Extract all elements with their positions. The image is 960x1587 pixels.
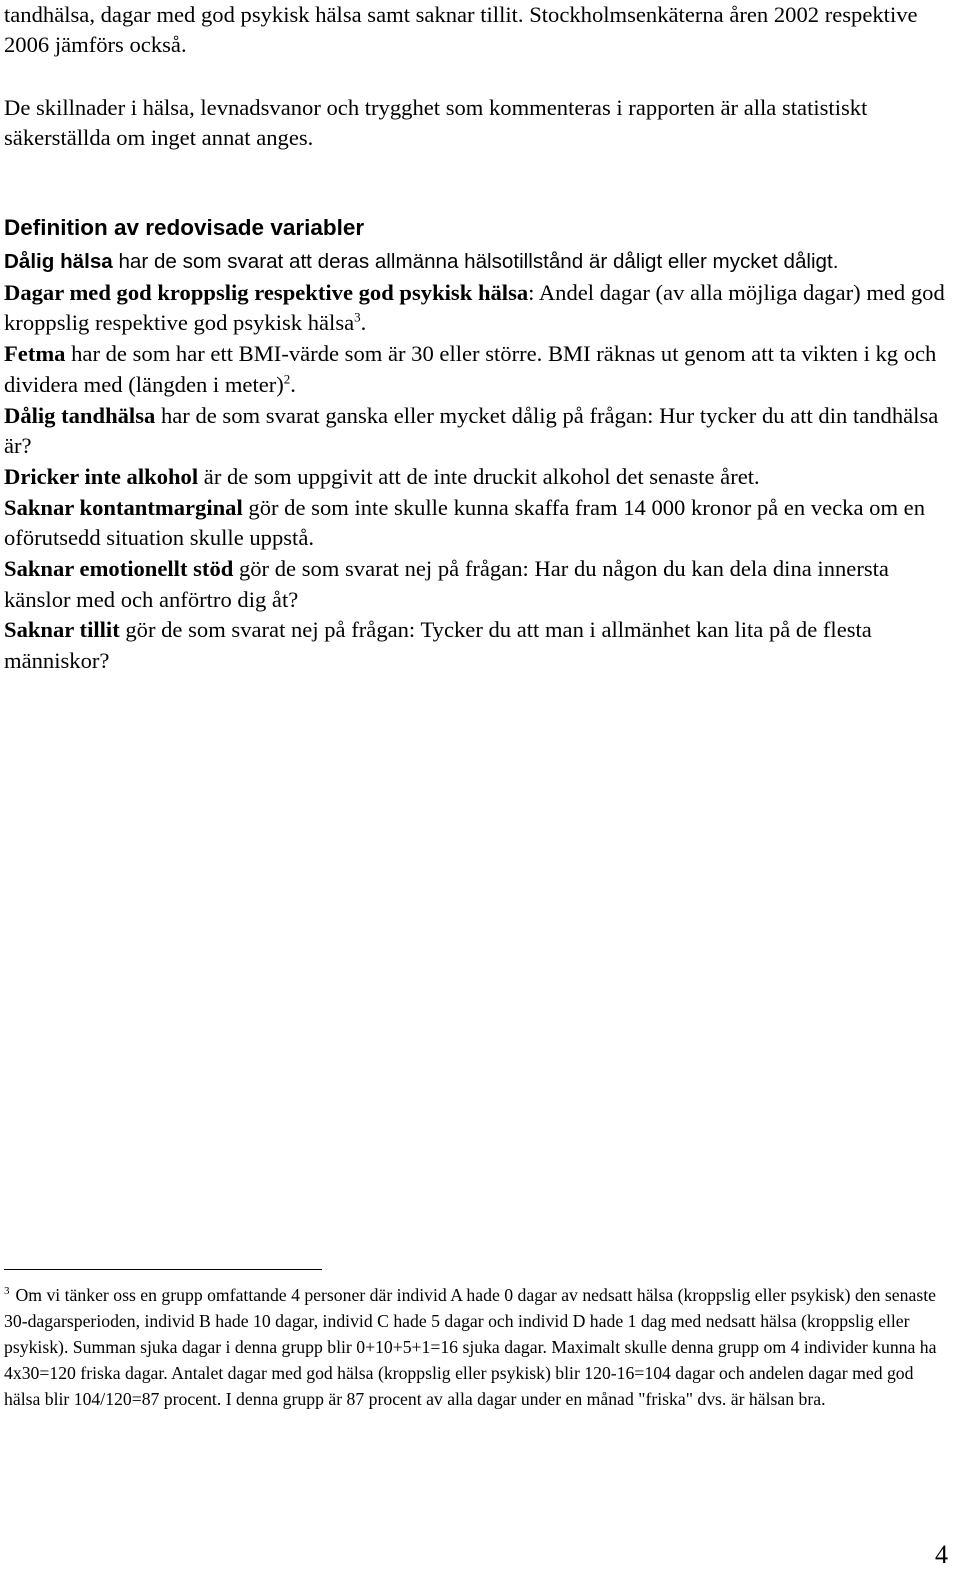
definition-term: Saknar kontantmarginal [4, 494, 243, 520]
definition-text: har de som har ett BMI-värde som är 30 eller större. BMI räknas ut genom att ta vikten i kg och dividera med (längden i meter) [4, 341, 937, 397]
exponent: 2 [283, 371, 291, 387]
definition-dricker-inte-alkohol [4, 462, 954, 493]
definition-text: gör de som svarat nej på frågan: Tycker du att man i allmänhet kan lita på de flesta människor? [4, 617, 872, 674]
definition-fetma [4, 339, 954, 400]
definition-term: Dålig hälsa [4, 250, 113, 273]
definition-saknar-emotionellt-stod [4, 554, 954, 615]
definition-term: Fetma [4, 341, 66, 367]
section-heading: Definition av redovisade variabler [4, 215, 365, 240]
definition-text-end: . [290, 371, 296, 397]
definition-dalig-tandhalsa [4, 401, 954, 462]
definitions-list [4, 246, 954, 677]
intro-paragraph-1: tandhälsa, dagar med god psykisk hälsa samt saknar tillit. Stockholmsenkäterna åren 2002 respektive 2006 jämförs också. [4, 2, 918, 57]
definition-saknar-kontantmarginal [4, 493, 954, 554]
footnote-mark: 3 [4, 1285, 10, 1298]
definition-dalig-halsa [4, 246, 954, 278]
definition-term: Dålig tandhälsa [4, 402, 156, 428]
definition-term: Saknar emotionellt stöd [4, 556, 234, 582]
footnote-reference: 3 [354, 309, 361, 325]
definition-text: har de som svarat att deras allmänna hälsotillstånd är dåligt eller mycket dåligt. [112, 250, 839, 273]
definition-term: Dricker inte alkohol [4, 463, 199, 489]
definition-saknar-tillit [4, 615, 954, 676]
footnote-text: Om vi tänker oss en grupp omfattande 4 personer där individ A hade 0 dagar av nedsatt hälsa (kroppslig eller psykisk) den senaste 30-dagarsperioden, individ B hade 10 dagar, individ C hade 5 dagar och individ D hade 1 dag med nedsatt hälsa (kroppslig eller psykisk). Summan sjuka dagar i denna grupp blir 0+10+5+1=16 sjuka dagar. Maximalt skulle denna grupp om 4 individer kunna ha 4x30=120 friska dagar. Antalet dagar med god hälsa (kroppslig eller psykisk) blir 120-16=104 dagar och andelen dagar med god hälsa blir 104/120=87 procent. I denna grupp är 87 procent av alla dagar under en månad "friska" dvs. är hälsan bra. [4, 1285, 937, 1409]
definition-text: gör de som svarat nej på frågan: Har du någon du kan dela dina innersta känslor med och anförtro dig åt? [4, 556, 889, 612]
definition-text: : Andel dagar (av alla möjliga dagar) med god kroppslig respektive god psykisk hälsa [4, 279, 945, 336]
intro-paragraph-2: De skillnader i hälsa, levnadsvanor och trygghet som kommenteras i rapporten är alla statistiskt säkerställda om inget annat anges. [4, 95, 868, 150]
definition-dagar-god-halsa [4, 278, 954, 339]
footnote-divider [4, 1269, 322, 1270]
definition-text: är de som uppgivit att de inte druckit alkohol det senaste året. [198, 463, 760, 489]
definition-text: gör de som inte skulle kunna skaffa fram 14 000 kronor på en vecka om en oförutsedd situation skulle uppstå. [4, 494, 925, 551]
definition-text: har de som svarat ganska eller mycket dålig på frågan: Hur tycker du att din tandhälsa är? [4, 402, 939, 459]
footnote [4, 1282, 954, 1412]
definition-term: Dagar med god kroppslig respektive god psykisk hälsa [4, 279, 529, 305]
definition-term: Saknar tillit [4, 617, 120, 643]
definition-text-end: . [360, 310, 367, 336]
page-number: 4 [935, 1540, 948, 1569]
